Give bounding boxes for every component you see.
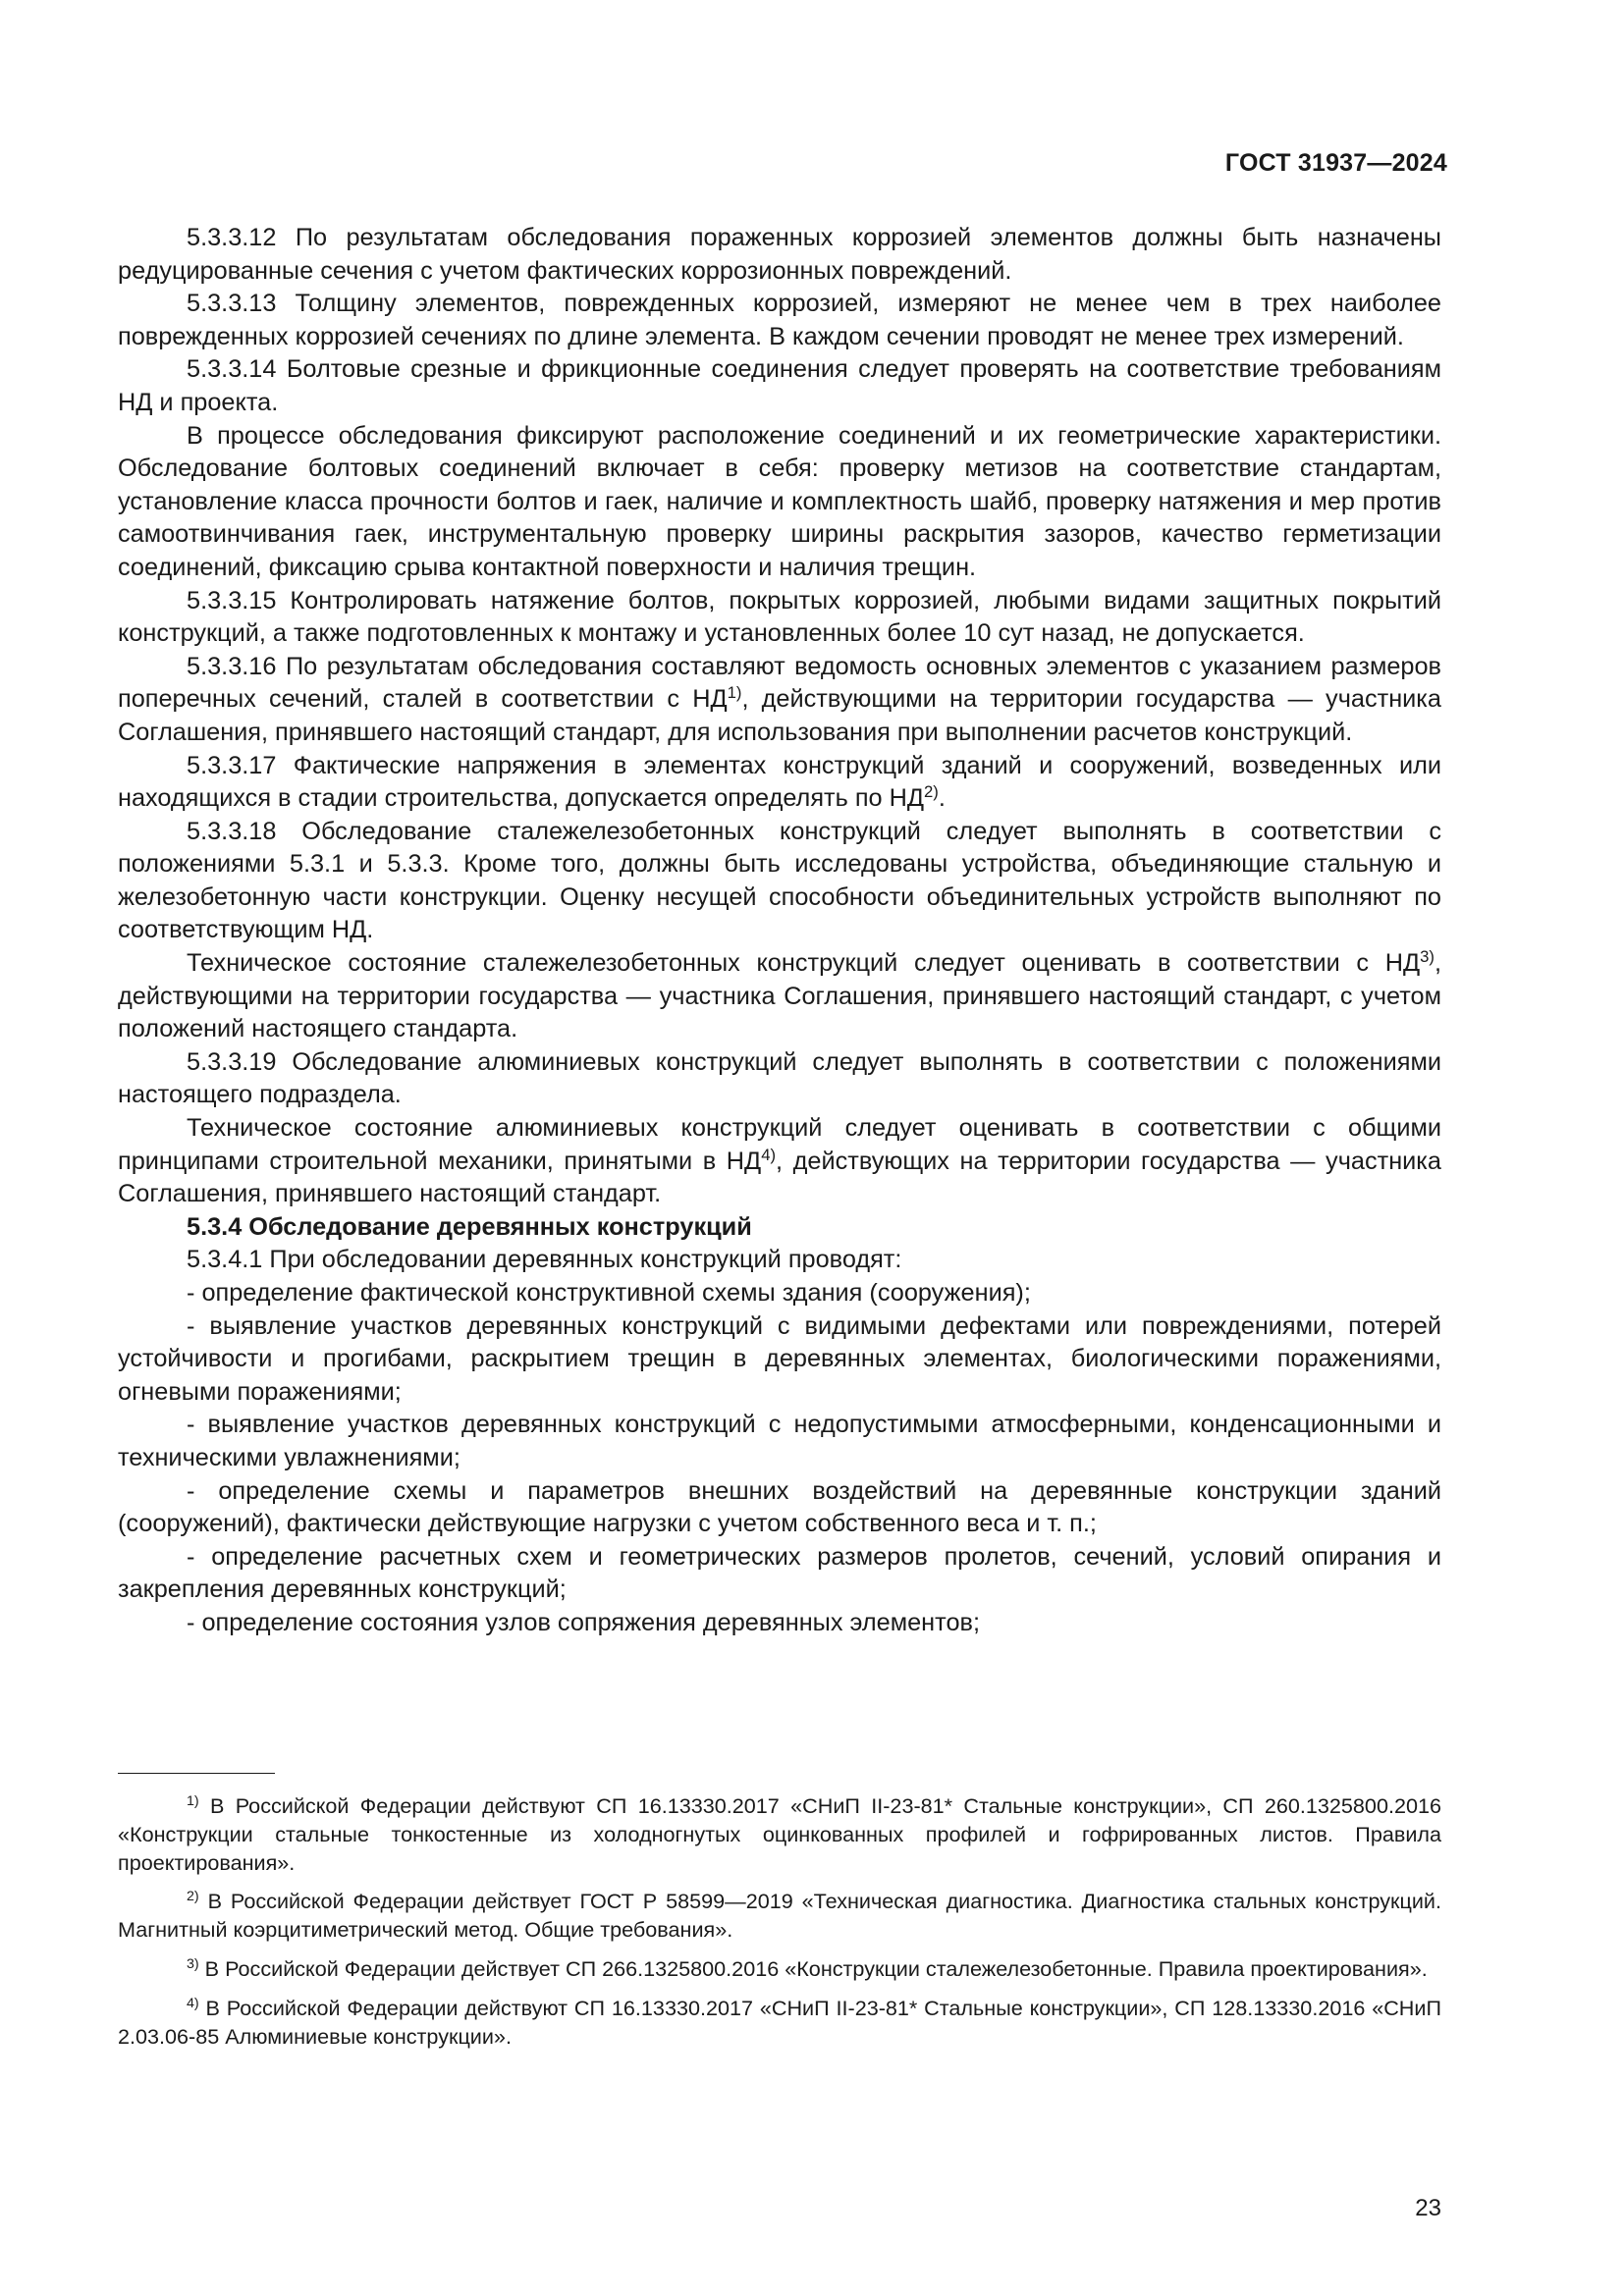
- list-item: - выявление участков деревянных конструкций с недопустимыми атмосферными, конденсационными и техническими увлажнениями;: [118, 1411, 1441, 1471]
- footnote: [118, 1792, 1441, 1877]
- section-heading: 5.3.4 Обследование деревянных конструкций: [187, 1212, 752, 1241]
- footnote-mark: 3): [187, 1956, 199, 1973]
- footnote-mark: 4): [187, 1995, 199, 2011]
- footnote-mark: 1): [187, 1793, 199, 1810]
- footnote-text: В Российской Федерации действует СП 266.1325800.2016 «Конструкции сталежелезобетонные. Правила проектирования».: [198, 1955, 1428, 1981]
- document-header-title: ГОСТ 31937—2024: [1224, 149, 1447, 177]
- paragraph-text: , действующих на территории государства — участника Соглашения, принявшего настоящий стандарт.: [118, 1147, 1441, 1208]
- footnote-divider: [118, 1773, 275, 1774]
- paragraph: В процессе обследования фиксируют расположение соединений и их геометрические характеристики. Обследование болтовых соединений включает в себя: проверку метизов на соответствие стандартам, установление класса прочности болтов и гаек, наличие и комплектность шайб, проверку натяжения и мер против самоотвинчивания гаек, инструментальную проверку ширины раскрытия зазоров, качество герметизации соединений, фиксацию срыва контактной поверхности и наличия трещин.: [118, 421, 1441, 581]
- footnote-ref[interactable]: 3): [1420, 946, 1435, 966]
- paragraph: [118, 750, 1441, 816]
- paragraph: 5.3.4.1 При обследовании деревянных конструкций проводят:: [187, 1246, 902, 1274]
- paragraph-text: 5.3.3.16 По результатам обследования составляют ведомость основных элементов с указанием размеров поперечных сечений, сталей в соответствии с НД: [118, 652, 1441, 714]
- paragraph: [118, 1112, 1441, 1211]
- paragraph-text: Техническое состояние алюминиевых конструкций следует оценивать в соответствии с общими принципами строительной механики, принятыми в НД: [118, 1114, 1441, 1175]
- paragraph: [118, 651, 1441, 750]
- paragraph: 5.3.3.13 Толщину элементов, поврежденных коррозией, измеряют не менее чем в трех наиболее поврежденных коррозией сечениях по длине элемента. В каждом сечении проводят не менее трех измерений.: [118, 290, 1441, 350]
- footnote: [118, 1955, 1441, 1984]
- footnote-ref[interactable]: 4): [761, 1145, 777, 1164]
- paragraph: 5.3.3.14 Болтовые срезные и фрикционные соединения следует проверять на соответствие требованиям НД и проекта.: [118, 355, 1441, 416]
- footnote-mark: 2): [187, 1889, 199, 1905]
- paragraph-text: , действующими на территории государства — участника Соглашения, принявшего настоящий стандарт, для использования при выполнении расчетов конструкций.: [118, 685, 1441, 746]
- list-item: - определение фактической конструктивной схемы здания (сооружения);: [187, 1279, 1031, 1307]
- footnote-text: В Российской Федерации действуют СП 16.13330.2017 «СНиП II-23-81* Стальные конструкции», СП 260.1325800.2016 «Конструкции стальные тонкостенные из холодногнутых оцинкованных профилей и гофрированных листов. Правила проектирования».: [118, 1793, 1441, 1875]
- list-item: - определение состояния узлов сопряжения деревянных элементов;: [187, 1608, 980, 1636]
- paragraph: 5.3.3.18 Обследование сталежелезобетонных конструкций следует выполнять в соответствии с положениями 5.3.1 и 5.3.3. Кроме того, должны быть исследованы устройства, объединяющие стальную и железобетонную части конструкции. Оценку несущей способности объединительных устройств выполняют по соответствующим НД.: [118, 817, 1441, 944]
- paragraph-text: .: [938, 784, 946, 813]
- paragraph-text: , действующими на территории государства — участника Соглашения, принявшего настоящий стандарт, с учетом положений настоящего стандарта.: [118, 949, 1441, 1043]
- footnote-ref[interactable]: 1): [727, 683, 742, 703]
- paragraph: 5.3.3.19 Обследование алюминиевых конструкций следует выполнять в соответствии с положениями настоящего подраздела.: [118, 1047, 1441, 1109]
- paragraph: 5.3.3.12 По результатам обследования пораженных коррозией элементов должны быть назначены редуцированные сечения с учетом фактических коррозионных повреждений.: [118, 224, 1441, 285]
- footnotes: [118, 1792, 1441, 2061]
- footnote: [118, 1888, 1441, 1945]
- footnote-ref[interactable]: 2): [924, 781, 939, 801]
- paragraph: [118, 947, 1441, 1046]
- list-item: - определение схемы и параметров внешних воздействий на деревянные конструкции зданий (сооружений), фактически действующие нагрузки с учетом собственного веса и т. п.;: [118, 1476, 1441, 1538]
- footnote-text: В Российской Федерации действует ГОСТ Р 58599—2019 «Техническая диагностика. Диагностика стальных конструкций. Магнитный коэрцитиметрический метод. Общие требования».: [118, 1889, 1441, 1943]
- footnote-text: В Российской Федерации действуют СП 16.13330.2017 «СНиП II-23-81* Стальные конструкции», СП 128.13330.2016 «СНиП 2.03.06-85 Алюминиевые конструкции».: [118, 1995, 1441, 2049]
- paragraph-text: 5.3.3.17 Фактические напряжения в элементах конструкций зданий и сооружений, возведенных или находящихся в стадии строительства, допускается определять по НД: [118, 751, 1441, 813]
- paragraph-text: Техническое состояние сталежелезобетонных конструкций следует оценивать в соответствии с НД: [187, 949, 1421, 978]
- page-number: 23: [1415, 2195, 1441, 2221]
- list-item: - определение расчетных схем и геометрических размеров пролетов, сечений, условий опирания и закрепления деревянных конструкций;: [118, 1542, 1441, 1604]
- paragraph: 5.3.3.15 Контролировать натяжение болтов, покрытых коррозией, любыми видами защитных покрытий конструкций, а также подготовленных к монтажу и установленных более 10 сут назад, не допускается.: [118, 586, 1441, 648]
- body-text: [118, 222, 1441, 1640]
- footnote: [118, 1995, 1441, 2052]
- list-item: - выявление участков деревянных конструкций с видимыми дефектами или повреждениями, потерей устойчивости и прогибами, раскрытием трещин в деревянных элементах, биологическими поражениями, огневыми поражениями;: [118, 1311, 1441, 1406]
